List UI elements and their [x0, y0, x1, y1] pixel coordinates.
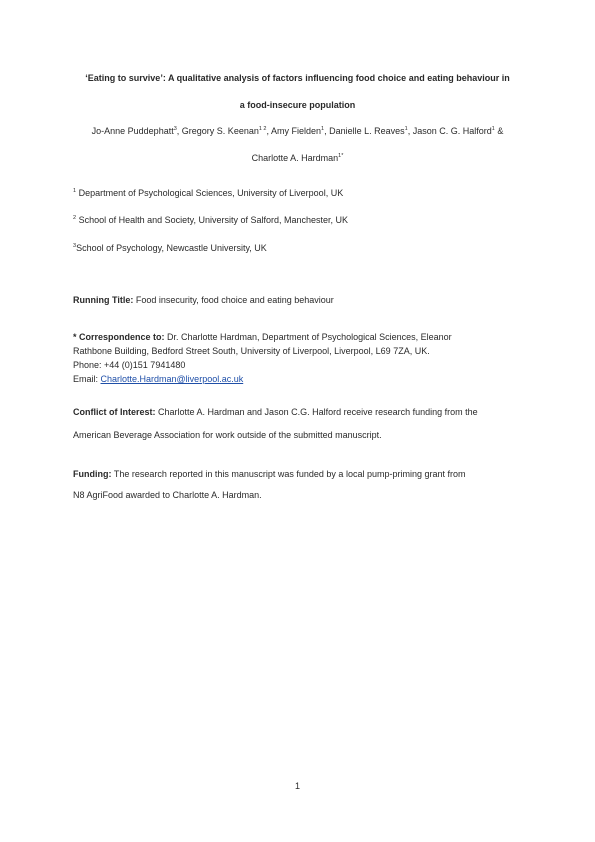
correspondence-email-line: Email: Charlotte.Hardman@liverpool.ac.uk [73, 374, 244, 384]
author: Amy Fielden$^1$ [271, 126, 325, 136]
author-list-line-1: Jo-Anne Puddephatt$^3$, Gregory S. Keenan$^{1 2}$, Amy Fielden$^1$, Danielle L. Reaves$^1$, Jason C. G. Halford$^1$ & [91, 126, 504, 136]
correspondence-line-2: Rathbone Building, Bedford Street South, University of Liverpool, Liverpool, L69 7ZA, UK. [73, 346, 430, 356]
author: Danielle L. Reaves$^1$ [329, 126, 408, 136]
email-link[interactable]: Charlotte.Hardman@liverpool.ac.uk [100, 374, 244, 384]
conflict-line-1: Conflict of Interest: Charlotte A. Hardman and Jason C.G. Halford receive research funding from the [73, 407, 478, 417]
author: Jo-Anne Puddephatt$^3$ [91, 126, 177, 136]
correspondence-line-1: * Correspondence to: Dr. Charlotte Hardman, Department of Psychological Sciences, Eleanor [73, 332, 452, 342]
affiliation-1: $^1$ Department of Psychological Sciences, University of Liverpool, UK [73, 188, 344, 198]
author: Jason C. G. Halford$^1$ [412, 126, 495, 136]
paper-title-line-1: ‘Eating to survive’: A qualitative analysis of factors influencing food choice and eating behaviour in [85, 73, 510, 83]
funding-line-1: Funding: The research reported in this manuscript was funded by a local pump-priming grant from [73, 469, 466, 479]
running-title: Running Title: Food insecurity, food choice and eating behaviour [73, 295, 334, 305]
author-corresponding: Charlotte A. Hardman$^{1*}$ [251, 153, 344, 163]
paper-title-line-2: a food-insecure population [239, 100, 356, 110]
page-number: 1 [294, 781, 300, 791]
affiliation-3: $^3$School of Psychology, Newcastle University, UK [73, 243, 267, 253]
affiliation-2: $^2$ School of Health and Society, University of Salford, Manchester, UK [73, 215, 349, 225]
author-list-line-2 [0, 153, 595, 163]
author: Gregory S. Keenan$^{1 2}$ [181, 126, 267, 136]
correspondence-phone: Phone: +44 (0)151 7941480 [73, 360, 186, 370]
funding-line-2: N8 AgriFood awarded to Charlotte A. Hardman. [73, 490, 262, 500]
conflict-line-2: American Beverage Association for work outside of the submitted manuscript. [73, 430, 382, 440]
